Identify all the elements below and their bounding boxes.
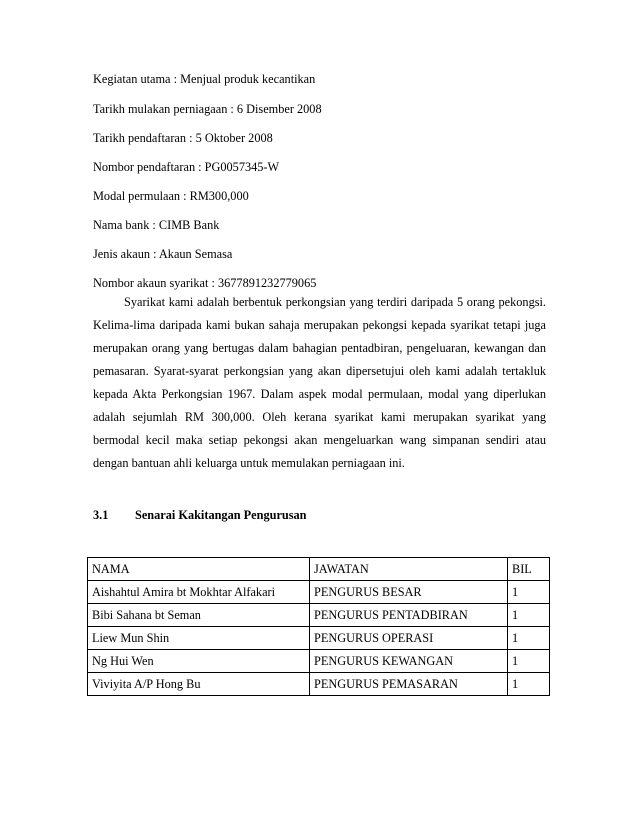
table-header-row xyxy=(88,558,550,581)
detail-account-type: Jenis akaun : Akaun Semasa xyxy=(93,247,233,261)
table-row xyxy=(88,650,550,673)
management-staff-table xyxy=(87,557,550,696)
table-row xyxy=(88,673,550,696)
section-title: Senarai Kakitangan Pengurusan xyxy=(135,508,307,522)
cell-nama: Viviyita A/P Hong Bu xyxy=(88,673,310,696)
detail-main-activity: Kegiatan utama : Menjual produk kecantikan xyxy=(93,72,316,86)
detail-registration-number: Nombor pendaftaran : PG0057345-W xyxy=(93,160,280,174)
partnership-paragraph: Syarikat kami adalah berbentuk perkongsian yang terdiri daripada 5 orang pekongsi. Kelima-lima daripada kami bukan sahaja merupakan pekongsi kepada syarikat tetapi juga merupakan orang yang bertugas dalam bahagian pentadbiran, pengeluaran, kewangan dan pemasaran. Syarat-syarat perkongsian yang akan dipersetujui oleh kami adalah tertakluk kepada Akta Perkongsian 1967. Dalam aspek modal permulaan, modal yang diperlukan adalah sejumlah RM 300,000. Oleh kerana syarikat kami merupakan syarikat yang bermodal kecil maka setiap pekongsi akan mengeluarkan wang simpanan sendiri atau dengan bantuan ahli keluarga untuk memulakan perniagaan ini. xyxy=(93,295,546,470)
cell-jawatan: PENGURUS KEWANGAN xyxy=(310,650,508,673)
header-nama: NAMA xyxy=(88,558,310,581)
detail-business-start-date: Tarikh mulakan perniagaan : 6 Disember 2008 xyxy=(93,102,322,116)
cell-jawatan: PENGURUS OPERASI xyxy=(310,627,508,650)
table-row xyxy=(88,581,550,604)
section-number: 3.1 xyxy=(93,508,109,522)
cell-jawatan: PENGURUS PENTADBIRAN xyxy=(310,604,508,627)
detail-registration-date: Tarikh pendaftaran : 5 Oktober 2008 xyxy=(93,131,273,145)
detail-account-number: Nombor akaun syarikat : 3677891232779065 xyxy=(93,276,317,290)
detail-bank-name: Nama bank : CIMB Bank xyxy=(93,218,220,232)
cell-nama: Bibi Sahana bt Seman xyxy=(88,604,310,627)
cell-nama: Liew Mun Shin xyxy=(88,627,310,650)
cell-bil: 1 xyxy=(508,673,550,696)
cell-jawatan: PENGURUS PEMASARAN xyxy=(310,673,508,696)
section-heading xyxy=(93,508,307,523)
cell-nama: Aishahtul Amira bt Mokhtar Alfakari xyxy=(88,581,310,604)
cell-jawatan: PENGURUS BESAR xyxy=(310,581,508,604)
cell-bil: 1 xyxy=(508,604,550,627)
cell-bil: 1 xyxy=(508,581,550,604)
cell-bil: 1 xyxy=(508,650,550,673)
table-row xyxy=(88,604,550,627)
detail-initial-capital: Modal permulaan : RM300,000 xyxy=(93,189,249,203)
cell-bil: 1 xyxy=(508,627,550,650)
header-jawatan: JAWATAN xyxy=(310,558,508,581)
cell-nama: Ng Hui Wen xyxy=(88,650,310,673)
header-bil: BIL xyxy=(508,558,550,581)
table-row xyxy=(88,627,550,650)
